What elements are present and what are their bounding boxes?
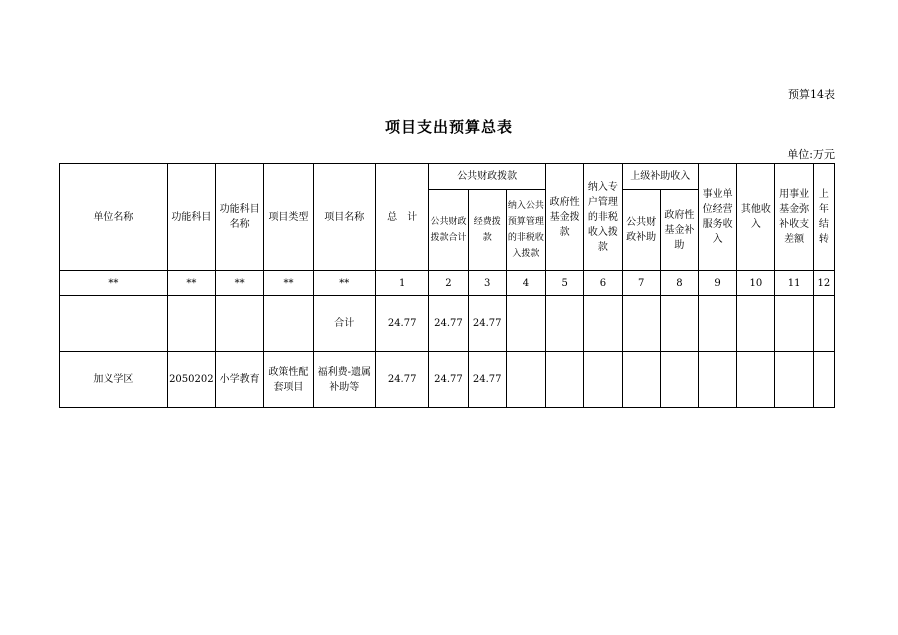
header-public-finance-subsidy: 公共财政补助 <box>622 190 660 271</box>
cell-function-subject: 2050202 <box>167 352 215 408</box>
cell-public-finance-total: 24.77 <box>429 296 468 352</box>
index-cell: 9 <box>699 271 737 296</box>
cell-empty <box>546 352 584 408</box>
unit-label: 单位:万元 <box>787 148 835 161</box>
index-cell: 3 <box>468 271 506 296</box>
index-cell: ** <box>215 271 263 296</box>
cell-empty <box>699 296 737 352</box>
index-cell: 4 <box>506 271 545 296</box>
header-unit-name: 单位名称 <box>60 164 168 271</box>
cell-function-subject-name <box>215 296 263 352</box>
cell-empty <box>813 296 834 352</box>
table-row <box>60 352 835 408</box>
index-cell: ** <box>60 271 168 296</box>
header-superior-subsidy-group: 上级补助收入 <box>622 164 698 190</box>
index-cell: 10 <box>737 271 775 296</box>
header-non-tax-budget-income: 纳入公共预算管理的非税收入拨款 <box>506 190 545 271</box>
index-cell: 7 <box>622 271 660 296</box>
page-reference: 预算14表 <box>788 88 835 101</box>
header-total: 总 计 <box>375 164 428 271</box>
cell-operating-funds: 24.77 <box>468 352 506 408</box>
header-function-subject-name: 功能科目名称 <box>215 164 263 271</box>
header-row-top <box>60 164 835 190</box>
header-other-income: 其他收入 <box>737 164 775 271</box>
index-cell: ** <box>313 271 375 296</box>
budget-table <box>59 163 835 408</box>
cell-function-subject <box>167 296 215 352</box>
cell-empty <box>775 296 813 352</box>
cell-empty <box>546 296 584 352</box>
header-function-subject: 功能科目 <box>167 164 215 271</box>
header-special-account-non-tax: 纳入专户管理的非税收入拨款 <box>584 164 622 271</box>
cell-unit-name: 加义学区 <box>60 352 168 408</box>
header-operating-funds: 经费拨款 <box>468 190 506 271</box>
cell-empty <box>622 352 660 408</box>
cell-project-type <box>264 296 313 352</box>
header-gov-fund: 政府性基金拨款 <box>546 164 584 271</box>
index-cell: ** <box>167 271 215 296</box>
index-cell: 12 <box>813 271 834 296</box>
index-cell: 11 <box>775 271 813 296</box>
cell-empty <box>737 296 775 352</box>
index-cell: 1 <box>375 271 428 296</box>
cell-function-subject-name: 小学教育 <box>215 352 263 408</box>
index-row <box>60 271 835 296</box>
cell-empty <box>813 352 834 408</box>
cell-empty <box>660 352 698 408</box>
page-title: 项目支出预算总表 <box>384 118 513 136</box>
header-gov-fund-subsidy: 政府性基金补助 <box>660 190 698 271</box>
index-cell: ** <box>264 271 313 296</box>
cell-total: 24.77 <box>375 352 428 408</box>
cell-project-name: 福利费-遗属补助等 <box>313 352 375 408</box>
header-project-name: 项目名称 <box>313 164 375 271</box>
cell-empty <box>584 296 622 352</box>
index-cell: 6 <box>584 271 622 296</box>
header-project-type: 项目类型 <box>264 164 313 271</box>
cell-empty <box>584 352 622 408</box>
cell-project-type: 政策性配套项目 <box>264 352 313 408</box>
header-institution-fund-makeup: 用事业基金弥补收支差额 <box>775 164 813 271</box>
index-cell: 5 <box>546 271 584 296</box>
header-prior-year-carryover: 上年结转 <box>813 164 834 271</box>
index-cell: 8 <box>660 271 698 296</box>
header-public-finance-total: 公共财政拨款合计 <box>429 190 468 271</box>
table-row-total <box>60 296 835 352</box>
cell-empty <box>775 352 813 408</box>
header-public-finance-group: 公共财政拨款 <box>429 164 546 190</box>
cell-empty <box>506 352 545 408</box>
cell-empty <box>660 296 698 352</box>
cell-empty <box>506 296 545 352</box>
cell-empty <box>622 296 660 352</box>
header-institution-service-income: 事业单位经营服务收入 <box>699 164 737 271</box>
cell-public-finance-total: 24.77 <box>429 352 468 408</box>
index-cell: 2 <box>429 271 468 296</box>
cell-empty <box>699 352 737 408</box>
cell-unit-name <box>60 296 168 352</box>
cell-operating-funds: 24.77 <box>468 296 506 352</box>
cell-empty <box>737 352 775 408</box>
cell-total: 24.77 <box>375 296 428 352</box>
cell-project-name: 合计 <box>313 296 375 352</box>
